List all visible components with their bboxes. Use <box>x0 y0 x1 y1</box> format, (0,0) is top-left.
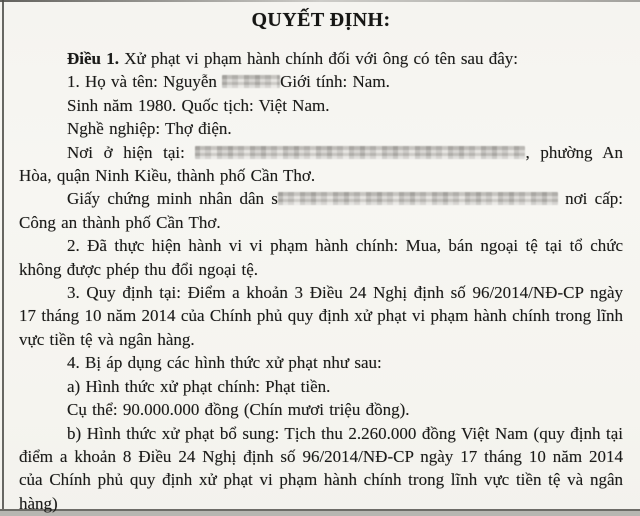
paragraph-dieu-1 <box>19 47 623 70</box>
paragraph-giay-cmnd <box>19 187 623 234</box>
paragraph-text: Cụ thể: 90.000.000 đồng (Chín mươi triệu đồng). <box>67 400 410 420</box>
paragraph-text: 1. Họ và tên: Nguyễn <box>67 72 223 92</box>
paragraph-text: 2. Đã thực hiện hành vi vi phạm hành chính: Mua, bán ngoại tệ tại tổ chức không được phép thu đổi ngoại tệ. <box>19 236 623 279</box>
paragraph-text: Giấy chứng minh nhân dân s <box>67 189 278 209</box>
paragraph-text: , phường An Hòa, quận Ninh Kiều, thành phố Cần Thơ. <box>19 142 623 186</box>
paragraph-sinh-nam <box>19 94 623 117</box>
paragraph-text: Nghề nghiệp: Thợ điện. <box>67 119 232 139</box>
redacted-blur <box>195 146 525 159</box>
paragraph-text: a) Hình thức xử phạt chính: Phạt tiền. <box>67 376 331 396</box>
paragraph-ho-va-ten <box>19 70 623 93</box>
paragraph-text: 3. Quy định tại: Điểm a khoản 3 Điều 24 Nghị định số 96/2014/NĐ-CP ngày 17 tháng 10 năm 2014 của Chính phủ quy định xử phạt vi phạm hành chính trong lĩnh vực tiền tệ và ngân hàng. <box>19 283 623 349</box>
paragraph-noi-o-hien-tai <box>19 141 623 188</box>
paragraph-quy-dinh-tai <box>19 281 623 351</box>
document-title: QUYẾT ĐỊNH: <box>251 9 391 31</box>
redacted-blur <box>278 192 558 205</box>
paragraph-cu-the <box>19 398 623 421</box>
paragraph-phat-chinh <box>19 375 623 398</box>
paragraph-text: b) Hình thức xử phạt bổ sung: Tịch thu 2.260.000 đồng Việt Nam (quy định tại điểm a khoản 8 Điều 24 Nghị định số 96/2014/NĐ-CP ngày 17 tháng 10 năm 2014 của Chính phủ quy định xử phạt vi phạm hành chính trong lĩnh vực tiền tệ và ngân hàng) <box>19 423 623 513</box>
paragraph-hanh-vi-vi-pham <box>19 234 623 281</box>
paragraph-text: nơi cấp: Công an thành phố Cần Thơ. <box>19 189 623 232</box>
paragraph-nghe-nghiep <box>19 117 623 140</box>
paragraph-text: 4. Bị áp dụng các hình thức xử phạt như sau: <box>67 353 382 373</box>
paragraph-text: Sinh năm 1980. Quốc tịch: Việt Nam. <box>67 95 330 115</box>
document-body <box>19 47 623 515</box>
paragraph-text: Nơi ở hiện tại: <box>67 142 196 162</box>
paragraph-text: Xử phạt vi phạm hành chính đối với ông có tên sau đây: <box>124 49 518 68</box>
redacted-blur <box>222 75 280 88</box>
paragraph-bold-label: Điều 1. <box>67 49 125 68</box>
paragraph-text: Giới tính: Nam. <box>280 72 390 92</box>
paragraph-hinh-thuc-xu-phat <box>19 351 623 374</box>
paragraph-phat-bo-sung <box>19 422 623 516</box>
